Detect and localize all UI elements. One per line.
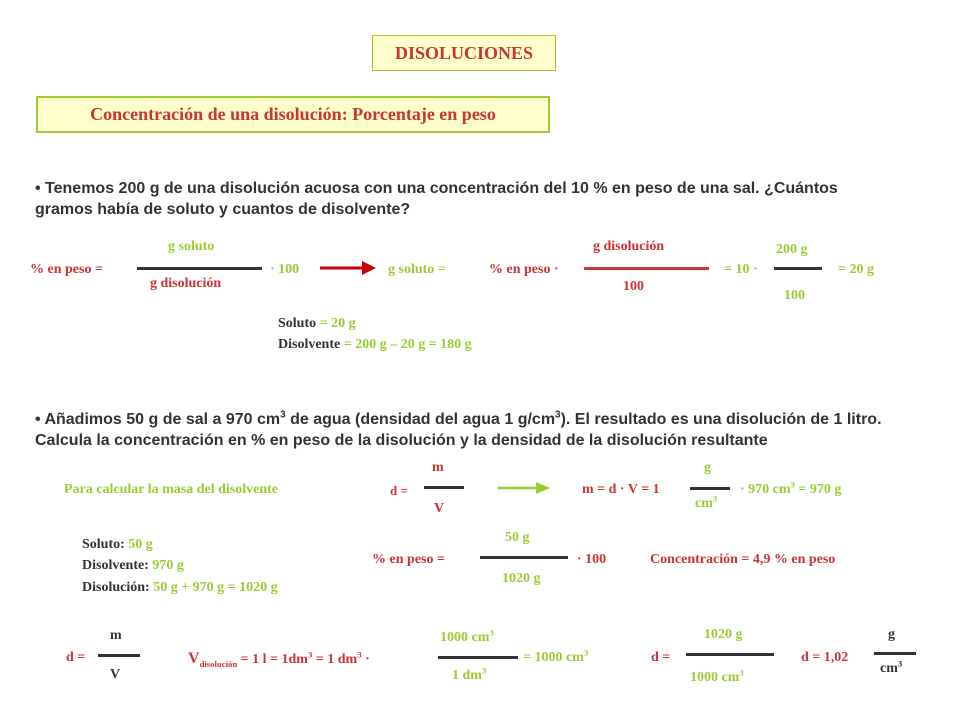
q2-soluto-line <box>82 537 153 553</box>
volume-numerator <box>440 627 494 646</box>
question-1-text: • Tenemos 200 g de una disolución acuosa con una concentración del 10 % en peso de una sal. ¿Cuántos gramos había de soluto y cuantos de disolvente? <box>35 180 838 218</box>
q2-soluto-label: Soluto: <box>82 537 125 552</box>
q1-soluto-label: Soluto <box>278 316 317 331</box>
volume-denominator <box>452 665 487 684</box>
density-lhs: d = <box>390 483 408 498</box>
volume-result-base: = 1000 cm <box>523 650 584 665</box>
formula1-lhs: % en peso = <box>30 262 103 277</box>
q1-soluto-value: = 20 g <box>316 316 356 331</box>
q2-sup-a: 3 <box>280 409 286 421</box>
volume-sup-b: 3 <box>357 649 362 660</box>
formula2-percent: % en peso · <box>489 262 559 277</box>
q2-text-c: ). El resultado es una disolución de 1 litro. Calcula la concentración en % en peso de la disolución y la densidad de la disolución resultante <box>35 411 882 449</box>
mass-result-b: = 970 g <box>794 482 842 497</box>
q2-disolvente-label: Disolvente: <box>82 558 149 573</box>
volume-numerator-sup: 3 <box>489 627 494 638</box>
q1-disolvente-label: Disolvente <box>278 337 341 352</box>
q2-text-a: • Añadimos 50 g de sal a 970 cm <box>35 411 281 428</box>
mass-result-a: · 970 cm <box>740 482 791 497</box>
pct-denominator: 1020 g <box>502 571 541 586</box>
density4-fraction-bar <box>874 652 916 655</box>
density3-fraction-bar <box>686 653 774 656</box>
question-2-text <box>35 409 915 451</box>
density-numerator: m <box>432 460 444 475</box>
pct-multiplier: · 100 <box>577 552 607 567</box>
volume-eq <box>188 650 370 668</box>
volume-sub: disolución <box>199 658 238 669</box>
formula2-fraction-bar <box>584 267 709 270</box>
formula3-fraction-bar <box>774 267 822 270</box>
formula2-numerator: g disolución <box>593 239 665 254</box>
section-subtitle <box>36 96 550 133</box>
volume-numerator-base: 1000 cm <box>440 630 490 645</box>
mass-denominator <box>695 493 718 512</box>
page-title <box>372 35 556 71</box>
section-subtitle-text: Concentración de una disolución: Porcentaje en peso <box>90 104 496 124</box>
pct-fraction-bar <box>480 556 568 559</box>
volume-eq-a: = 1 l = 1dm <box>237 652 308 667</box>
density2-lhs: d = <box>66 650 86 665</box>
formula1-fraction-bar <box>137 267 262 270</box>
q2-text-b: de agua (densidad del agua 1 g/cm <box>285 411 556 428</box>
q2-disolvente-line <box>82 558 184 574</box>
volume-denominator-base: 1 dm <box>452 668 482 683</box>
formula3-numerator: 200 g <box>776 242 808 257</box>
q1-soluto-line <box>278 316 356 332</box>
mass-eq: m = d · V = 1 <box>582 482 660 497</box>
q1-disolvente-line <box>278 337 472 353</box>
volume-eq-c: · <box>361 652 370 667</box>
concentration-result: Concentración = 4,9 % en peso <box>650 552 836 567</box>
masa-label: Para calcular la masa del disolvente <box>64 482 278 497</box>
q2-disolucion-value: 50 g + 970 g = 1020 g <box>149 580 278 595</box>
pct-lhs: % en peso = <box>372 552 445 567</box>
mass-fraction-bar <box>690 487 730 490</box>
volume-eq-b: = 1 dm <box>312 652 358 667</box>
q2-disolvente-value: 970 g <box>148 558 184 573</box>
formula2-denominator: 100 <box>623 279 644 294</box>
arrow-right-icon <box>498 480 550 496</box>
density3-denominator-sup: 3 <box>739 667 744 678</box>
mass-denominator-sup: 3 <box>712 493 718 504</box>
density4-denominator-sup: 3 <box>897 658 903 669</box>
formula3-result: = 20 g <box>838 262 874 277</box>
volume-fraction-bar <box>438 656 518 659</box>
density-denominator: V <box>434 501 445 516</box>
mass-result <box>740 479 842 498</box>
formula3-eq: = 10 · <box>724 262 758 277</box>
volume-result-sup: 3 <box>583 647 589 658</box>
density4-numerator: g <box>888 627 895 642</box>
volume-label: V <box>188 650 200 667</box>
density2-numerator: m <box>110 628 122 643</box>
mass-numerator: g <box>704 460 711 475</box>
q2-disolucion-line <box>82 580 278 596</box>
formula1-denominator: g disolución <box>150 276 222 291</box>
q2-soluto-value: 50 g <box>124 537 153 552</box>
arrow-right-icon <box>320 258 376 278</box>
mass-result-sup: 3 <box>790 479 795 490</box>
q2-sup-b: 3 <box>555 409 561 421</box>
density2-fraction-bar <box>98 654 140 657</box>
volume-result <box>523 647 589 666</box>
formula2-lhs: g soluto = <box>388 262 446 277</box>
volume-sup-a: 3 <box>307 649 313 660</box>
q2-disolucion-label: Disolución: <box>82 580 150 595</box>
density-fraction-bar <box>424 486 464 489</box>
page-title-text: DISOLUCIONES <box>394 42 534 63</box>
formula1-numerator: g soluto <box>168 239 215 254</box>
density4-denominator-base: cm <box>880 661 898 676</box>
density3-denominator-base: 1000 cm <box>690 670 740 685</box>
density4-denominator <box>880 658 903 677</box>
density3-denominator <box>690 667 744 686</box>
formula1-multiplier: · 100 <box>270 262 300 277</box>
formula3-denominator: 100 <box>784 288 805 303</box>
mass-denominator-base: cm <box>695 496 713 511</box>
density4-eq: d = 1,02 <box>801 650 849 665</box>
density2-denominator: V <box>110 667 121 682</box>
density3-numerator: 1020 g <box>704 627 743 642</box>
pct-numerator: 50 g <box>505 530 530 545</box>
volume-denominator-sup: 3 <box>481 665 487 676</box>
q1-disolvente-value: = 200 g – 20 g = 180 g <box>340 337 472 352</box>
density3-lhs: d = <box>651 650 671 665</box>
